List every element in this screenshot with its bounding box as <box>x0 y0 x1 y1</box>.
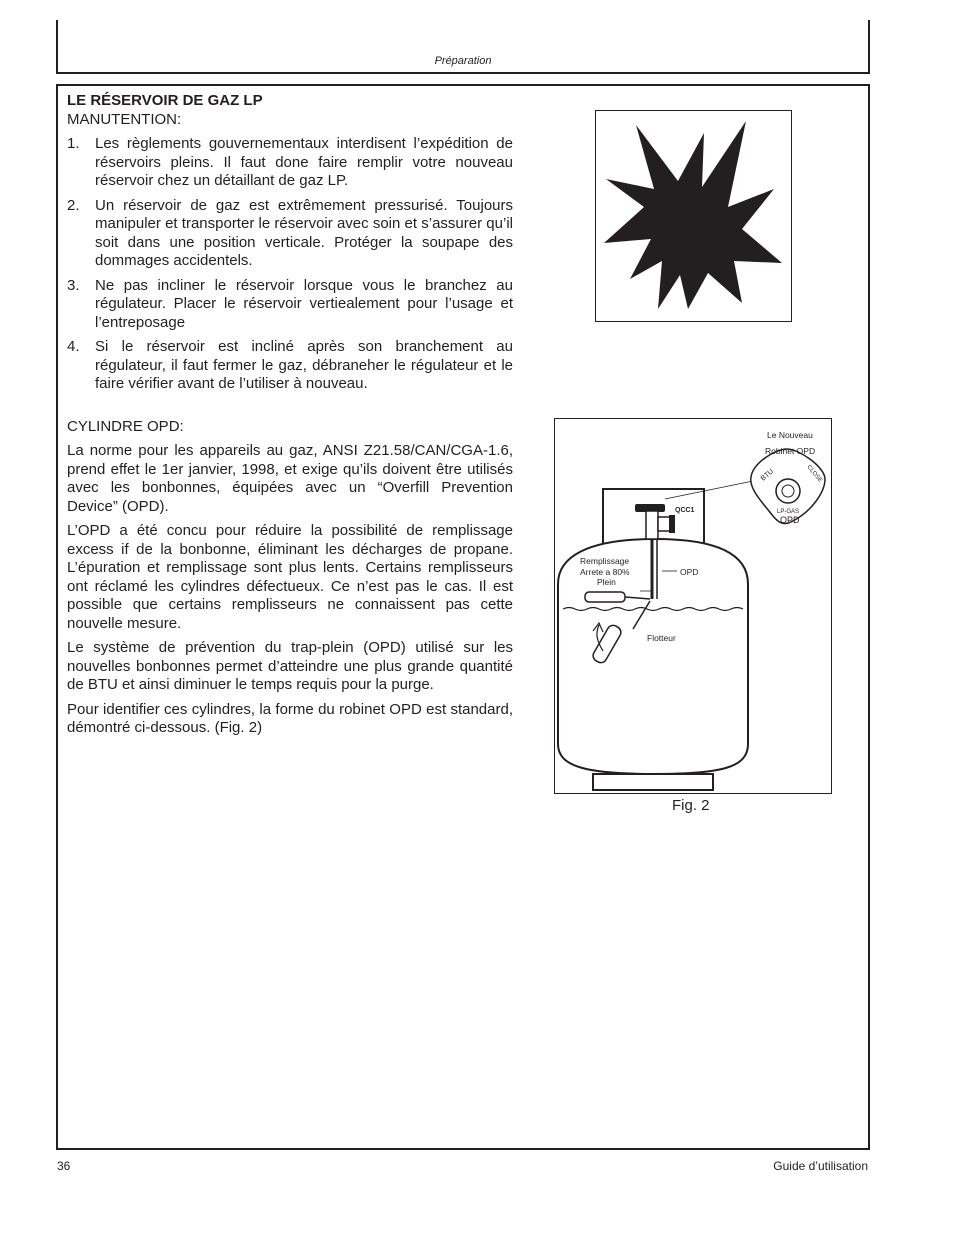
explosion-icon <box>596 111 790 320</box>
list-text: Si le réservoir est incliné après son branchement au régulateur, il faut fermer le gaz, débraneher le régulateur et le faire vérifier avant de l’utiliser à nouveau. <box>95 338 513 392</box>
label-qcc: QCC1 <box>675 507 695 514</box>
list-item <box>67 135 513 191</box>
list-item <box>67 197 513 271</box>
label-float: Flotteur <box>647 633 676 643</box>
knob-opd-label: OPD <box>780 515 800 525</box>
paragraph: L’OPD a été concu pour réduire la possibilité de remplissage excess if de la bonbonne, éliminant les décharges de propane. L’épuration et remplissage sont plus lents. Certains remplisseurs ont réclamé les cylindres défectueux. Ce n’est pas le cas. Il est possible que certains remplisseurs ne connaissent pas cette nouvelle mesure. <box>67 522 513 632</box>
label-fill-line1: Remplissage <box>580 556 630 566</box>
list-item <box>67 338 513 394</box>
label-opd: OPD <box>680 567 699 577</box>
handling-list <box>67 135 513 394</box>
list-number: 4. <box>67 338 80 355</box>
figure-opd-cylinder <box>554 418 832 794</box>
section-title: LE RÉSERVOIR DE GAZ LP <box>67 92 263 109</box>
label-fill-line3: Plein <box>597 577 616 587</box>
cylinder-diagram <box>555 419 830 792</box>
label-new-valve-line1: Le Nouveau <box>767 430 813 440</box>
list-number: 1. <box>67 135 80 152</box>
opd-title: CYLINDRE OPD: <box>67 417 184 435</box>
list-item <box>67 277 513 333</box>
knob-btu-label: BTU <box>759 468 776 483</box>
section-header: Préparation <box>434 55 492 67</box>
knob-close-label: CLOSE <box>805 464 824 484</box>
text-column <box>67 92 513 744</box>
list-text: Les règlements gouvernementaux interdisent l’expédition de réservoirs pleins. Il faut done faire remplir votre nouveau réservoir chez un détaillant de gaz LP. <box>95 135 513 189</box>
list-text: Ne pas incliner le réservoir lorsque vous le branchez au régulateur. Placer le réservoir vertiealement pour l’usage et l’entreposage <box>95 276 513 331</box>
footer-title: Guide d’utilisation <box>773 1159 868 1173</box>
opd-section <box>67 418 513 738</box>
paragraph: Pour identifier ces cylindres, la forme du robinet OPD est standard, démontré ci-dessous. (Fig. 2) <box>67 700 513 736</box>
handling-subtitle: MANUTENTION: <box>67 110 182 128</box>
list-number: 2. <box>67 196 80 214</box>
label-new-valve-line2: Robinet OPD <box>765 446 816 456</box>
paragraph: La norme pour les appareils au gaz, ANSI Z21.58/CAN/CGA-1.6, prend effet le 1er janvier, 1998, et exige qu’ils doivent être utilisés avec les bonbonnes, équipées avec un “Overfill Prevention Device” (OPD). <box>67 442 513 515</box>
paragraph: Le système de prévention du trap-plein (OPD) utilisé sur les nouvelles bonbonnes permet d’atteindre une plus grande quantité de BTU et ainsi diminuer le temps requis pour la purge. <box>67 639 513 693</box>
explosion-warning-frame <box>595 110 792 322</box>
figure-caption: Fig. 2 <box>672 797 710 814</box>
list-text: Un réservoir de gaz est extrêmement pressurisé. Toujours manipuler et transporter le réservoir avec soin et s’assurer qu’il soit dans une position verticale. Protéger la soupape des dommages accidentels. <box>95 196 513 269</box>
page-number: 36 <box>57 1159 71 1173</box>
header-frame <box>56 20 870 74</box>
list-number: 3. <box>67 276 80 294</box>
knob-lpgas-label: LP-GAS <box>777 509 800 515</box>
label-fill-line2: Arrete a 80% <box>580 567 630 577</box>
